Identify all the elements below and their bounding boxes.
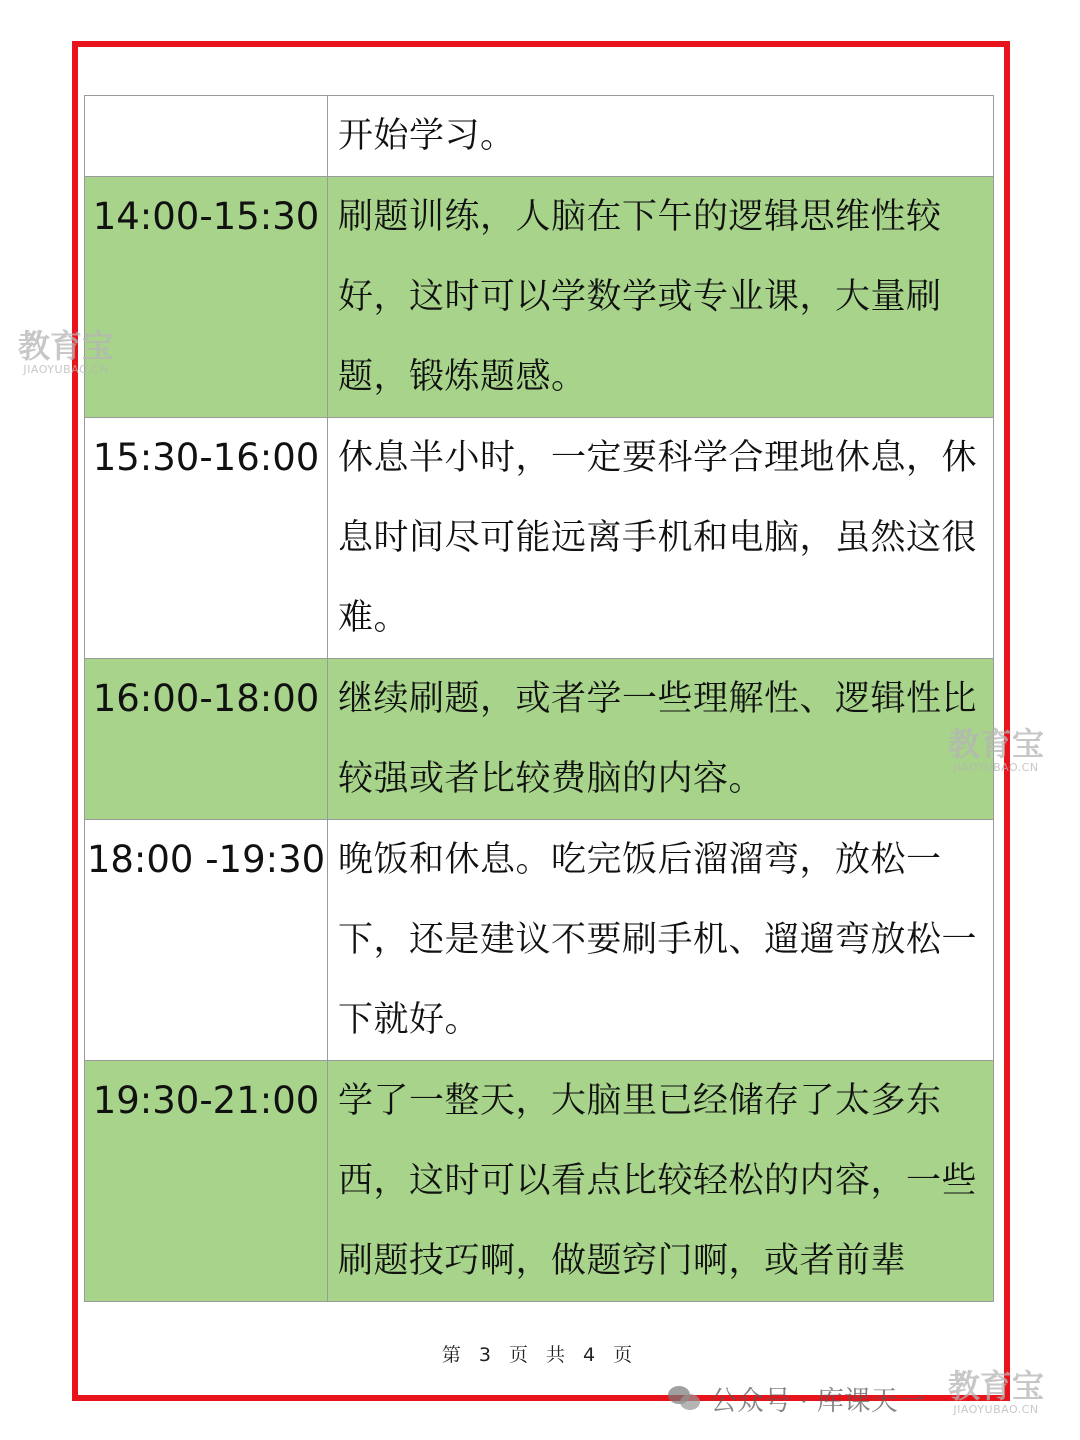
time-cell	[85, 96, 328, 177]
table-row	[85, 96, 994, 177]
table-row	[85, 1061, 994, 1302]
description-cell: 刷题训练，人脑在下午的逻辑思维性较好，这时可以学数学或专业课，大量刷题，锻炼题感。	[328, 177, 994, 418]
watermark-en: JIAOYUBAO.CN	[23, 363, 109, 376]
watermark-logo	[948, 1367, 1045, 1416]
wechat-account-text: 公众号 · 库课天一	[710, 1386, 925, 1417]
description-cell: 休息半小时，一定要科学合理地休息，休息时间尽可能远离手机和电脑，虽然这很难。	[328, 418, 994, 659]
description-cell: 继续刷题，或者学一些理解性、逻辑性比较强或者比较费脑的内容。	[328, 659, 994, 820]
table-row	[85, 659, 994, 820]
watermark-cn: 教育宝	[18, 327, 115, 365]
watermark-en: JIAOYUBAO.CN	[953, 761, 1039, 774]
table-row	[85, 177, 994, 418]
time-cell: 15:30-16:00	[85, 418, 328, 659]
wechat-icon	[668, 1384, 702, 1414]
time-cell: 14:00-15:30	[85, 177, 328, 418]
watermark-cn: 教育宝	[948, 725, 1045, 763]
page-indicator: 第 3 页 共 4 页	[441, 1344, 639, 1366]
time-cell: 18:00 -19:30	[85, 820, 328, 1061]
description-cell: 开始学习。	[328, 96, 994, 177]
watermark-logo	[18, 327, 115, 376]
description-cell: 晚饭和休息。吃完饭后溜溜弯，放松一下，还是建议不要刷手机、遛遛弯放松一下就好。	[328, 820, 994, 1061]
table-row	[85, 418, 994, 659]
watermark-cn: 教育宝	[948, 1367, 1045, 1405]
watermark-logo	[948, 725, 1045, 774]
time-cell: 16:00-18:00	[85, 659, 328, 820]
time-cell: 19:30-21:00	[85, 1061, 328, 1302]
table-row	[85, 820, 994, 1061]
study-schedule-table	[84, 95, 994, 1302]
watermark-en: JIAOYUBAO.CN	[953, 1403, 1039, 1416]
wechat-account-label	[668, 1379, 925, 1418]
description-cell: 学了一整天，大脑里已经储存了太多东西，这时可以看点比较轻松的内容，一些刷题技巧啊，做题窍门啊，或者前辈	[328, 1061, 994, 1302]
